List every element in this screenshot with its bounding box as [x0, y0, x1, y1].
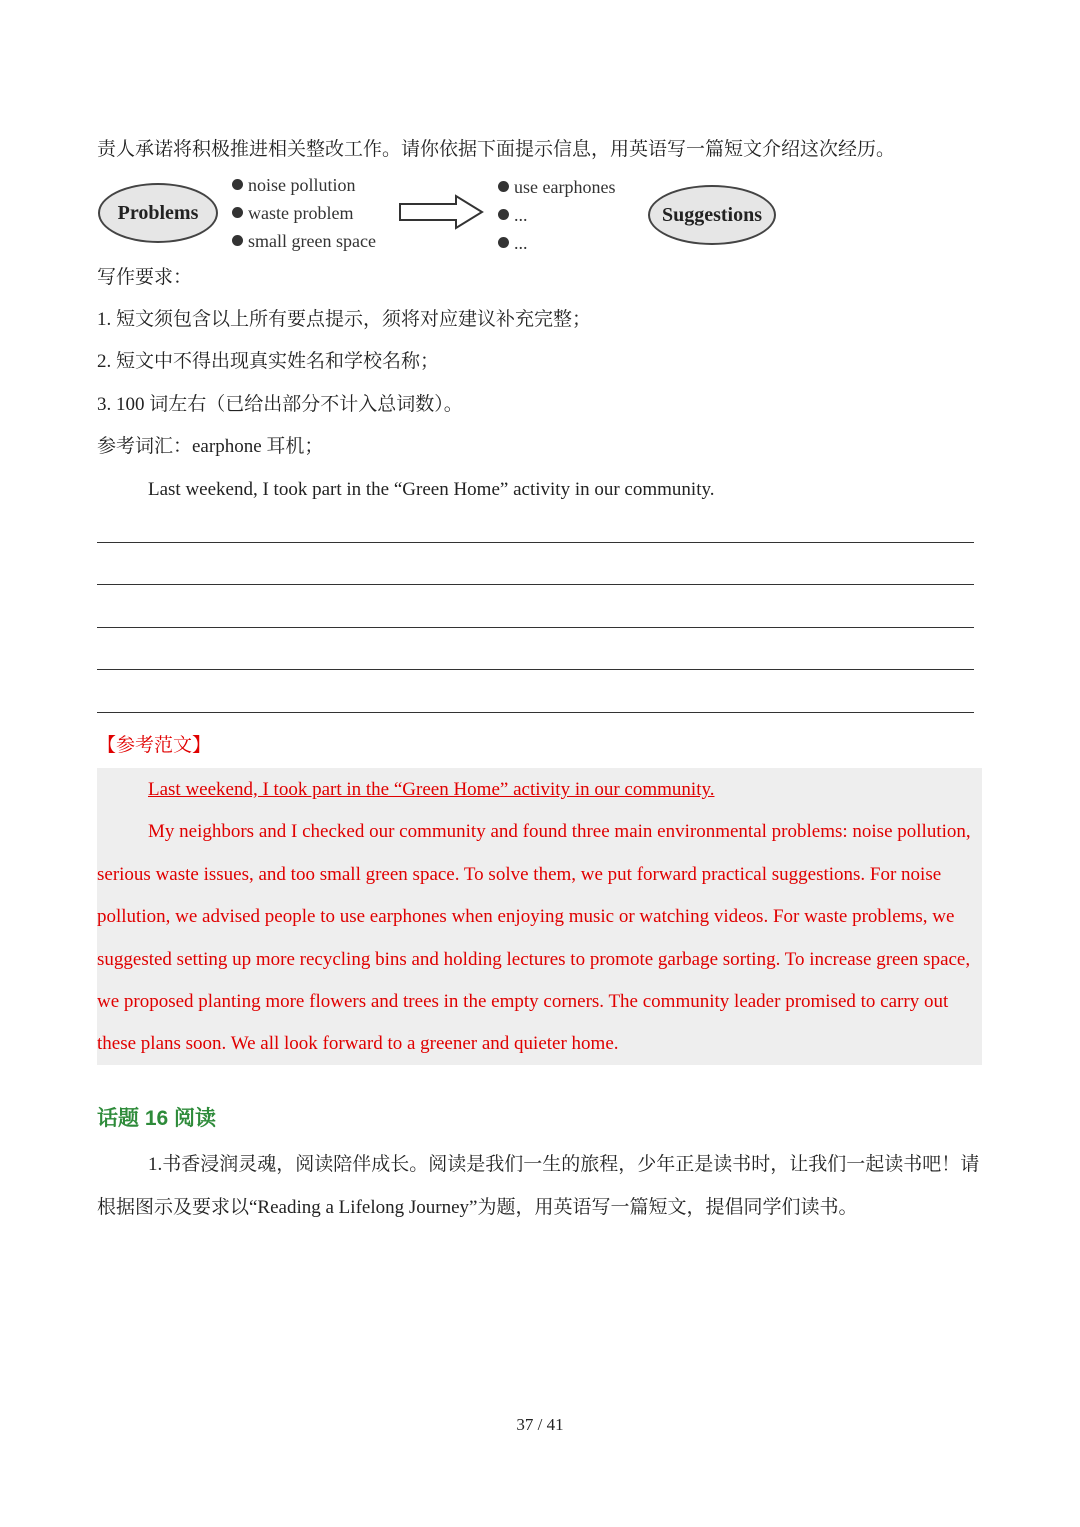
- answer-line: [97, 712, 974, 713]
- suggestion-item: use earphones: [498, 175, 615, 203]
- sample-line: these plans soon. We all look forward to a greener and quieter home.: [97, 1033, 619, 1054]
- sample-line: we proposed planting more flowers and trees in the empty corners. The community leader promised to carry out: [97, 991, 949, 1012]
- problem-item: noise pollution: [232, 173, 376, 201]
- problems-list: [232, 173, 376, 257]
- page-number: 37 / 41: [516, 1415, 564, 1434]
- answer-line: [97, 542, 974, 543]
- bullet-icon: [498, 237, 509, 248]
- bullet-icon: [232, 179, 243, 190]
- bullet-icon: [232, 235, 243, 246]
- arrow-right-icon: [398, 194, 484, 230]
- problem-item: waste problem: [232, 201, 376, 229]
- sample-heading: 【参考范文】: [97, 735, 212, 756]
- bullet-icon: [232, 207, 243, 218]
- suggestions-ellipse: [648, 185, 776, 245]
- sample-line: pollution, we advised people to use earphones when enjoying music or watching videos. For waste problems, we: [97, 906, 955, 927]
- answer-line: [97, 669, 974, 670]
- sample-first-line: Last weekend, I took part in the “Green Home” activity in our community.: [148, 779, 715, 800]
- suggestions-label: Suggestions: [661, 203, 763, 226]
- sample-line: My neighbors and I checked our community and found three main environmental problems: noise pollution,: [148, 821, 971, 842]
- sample-line: serious waste issues, and too small green space. To solve them, we put forward practical suggestions. For noise: [97, 864, 942, 885]
- suggestions-list: [498, 175, 615, 259]
- suggestion-item: ...: [498, 231, 615, 259]
- intro-text: 责人承诺将积极推进相关整改工作。请你依据下面提示信息，用英语写一篇短文介绍这次经历。: [97, 139, 896, 160]
- topic-prompt-line: 根据图示及要求以“Reading a Lifelong Journey”为题，用英语写一篇短文，提倡同学们读书。: [97, 1197, 858, 1218]
- bullet-icon: [498, 209, 509, 220]
- problem-item: small green space: [232, 229, 376, 257]
- requirement-item: 2. 短文中不得出现真实姓名和学校名称；: [97, 351, 440, 372]
- problems-ellipse: [98, 183, 218, 243]
- requirement-item: 1. 短文须包含以上所有要点提示，须将对应建议补充完整；: [97, 309, 592, 330]
- bullet-icon: [498, 181, 509, 192]
- topic-prompt-line: 1.书香浸润灵魂，阅读陪伴成长。阅读是我们一生的旅程，少年正是读书时，让我们一起读书吧！请: [148, 1154, 980, 1175]
- requirements-heading: 写作要求：: [97, 267, 193, 288]
- vocab-note: 参考词汇：earphone 耳机；: [97, 436, 324, 457]
- suggestion-item: ...: [498, 203, 615, 231]
- answer-line: [97, 627, 974, 628]
- requirement-item: 3. 100 词左右（已给出部分不计入总词数）。: [97, 394, 463, 415]
- topic-heading: 话题 16 阅读: [97, 1107, 217, 1130]
- answer-line: [97, 584, 974, 585]
- problems-label: Problems: [117, 201, 199, 224]
- sample-line: suggested setting up more recycling bins and holding lectures to promote garbage sorting. To increase green space,: [97, 949, 971, 970]
- opening-sentence: Last weekend, I took part in the “Green Home” activity in our community.: [148, 479, 715, 500]
